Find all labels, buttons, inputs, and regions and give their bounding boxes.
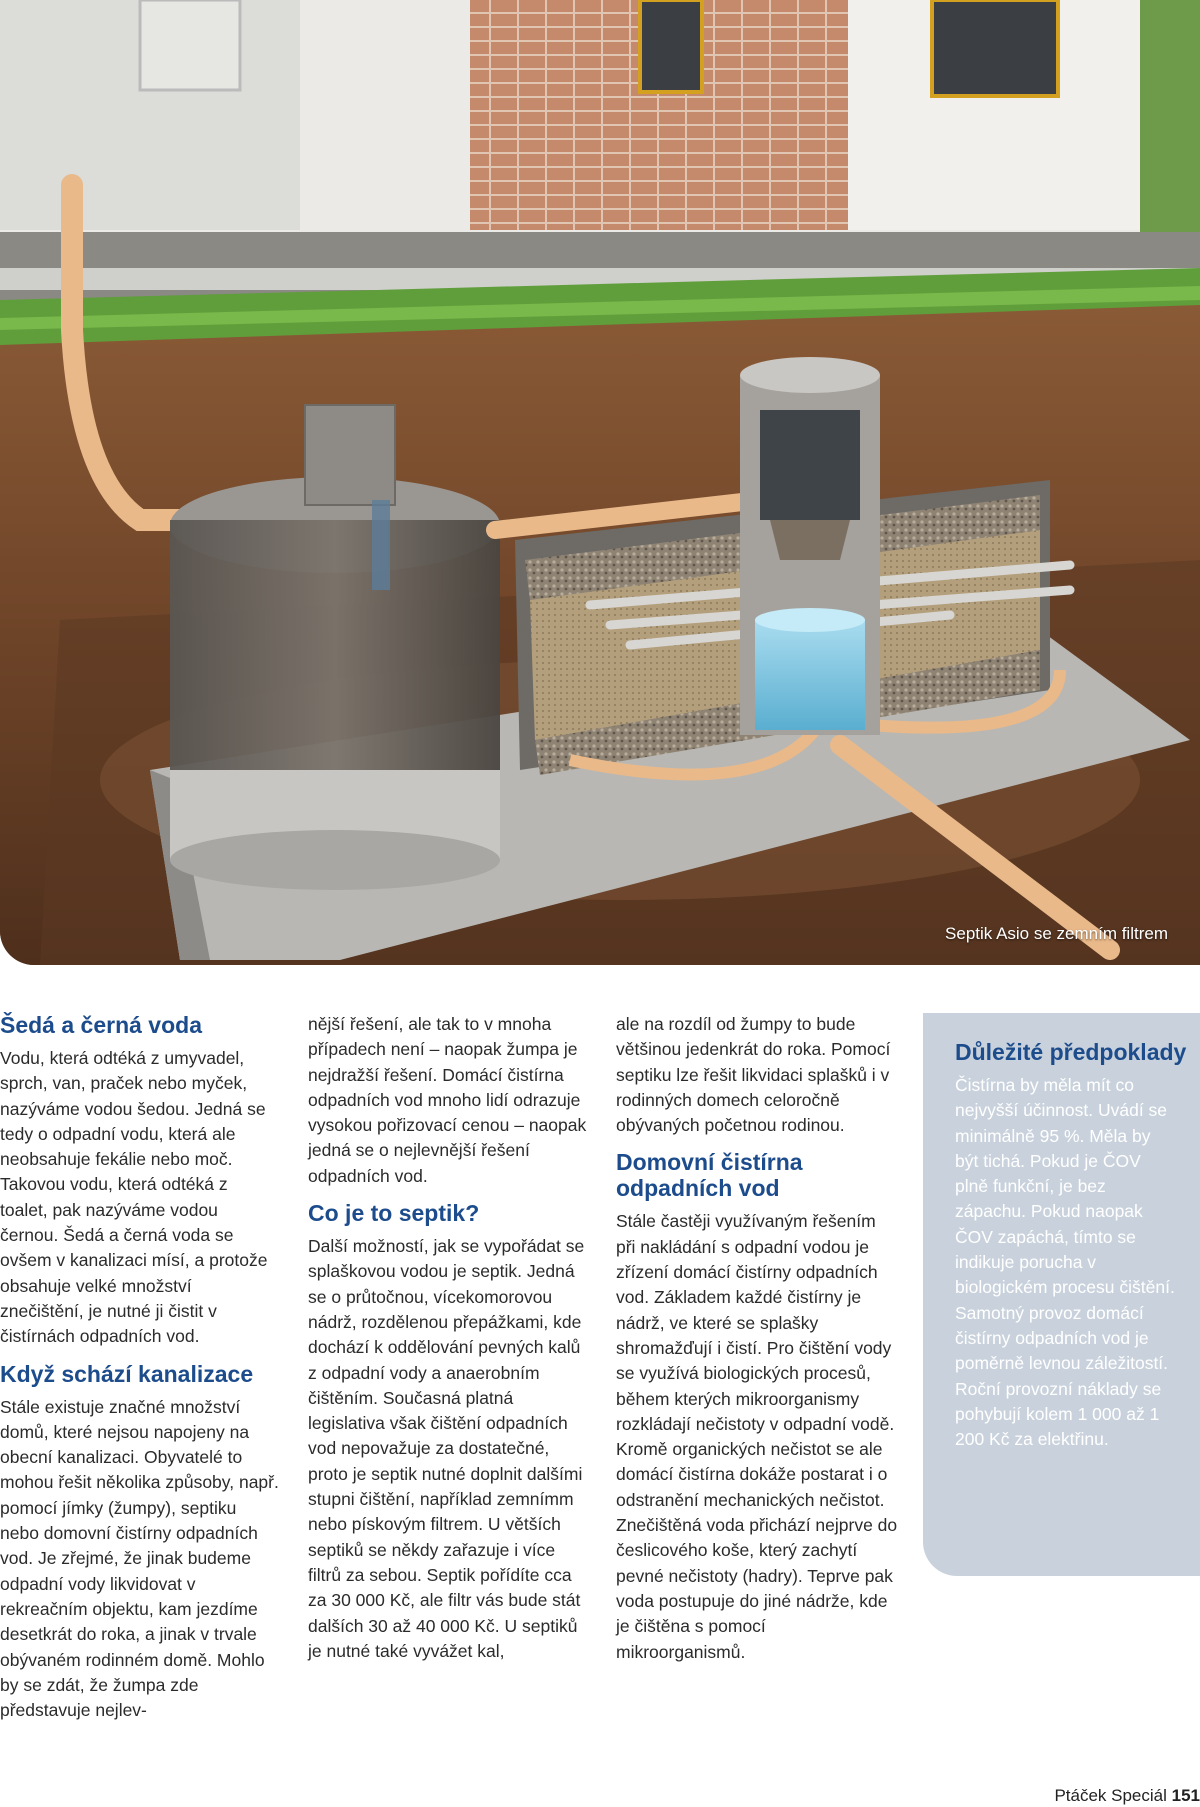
paragraph-no-sewer: Stále existuje značné množství domů, které nejsou napojeny na obecní kanalizaci. Obyvatelé to mohou řešit několika způsoby, např. pomocí jímky (žumpy), septiku nebo domovní čistírny odpadních vod. Je zřejmé, že jinak budeme odpadní vody likvidovat v rekreačním objektu, kam jezdíme desetkrát do roka, a jinak v trvale obývaném rodinném domě. Mohlo by se zdát, že žumpa zde představuje nejlev- bbox=[0, 1396, 279, 1721]
sidebar-title: Důležité předpoklady bbox=[955, 1039, 1187, 1065]
paragraph-septic-continued: ale na rozdíl od žumpy to bude většinou jedenkrát do roka. Pomocí septiku lze řešit likvidaci splašků i v rodinných domech celoročně obývaných početnou rodinou. bbox=[616, 1014, 891, 1136]
publication-name: Ptáček Speciál bbox=[1054, 1786, 1167, 1805]
figure-caption: Septik Asio se zemním filtrem bbox=[945, 924, 1168, 943]
text-column-1 bbox=[0, 1012, 280, 1723]
paragraph-septic-tank: Další možností, jak se vypořádat se splaškovou vodou je septik. Jedná se o průtočnou, vícekomorovou nádrž, rozdělenou přepážkami, kde dochází k oddělování pevných kalů z odpadní vody a anaerobním čištěním. Současná platná legislativa však čištění odpadních vod nepovažuje za dostatečné, proto je septik nutné doplnit dalšími stupni čištění, například zemnímm nebo pískovým filtrem. U větších septiků se někdy zařazuje i více filtrů za sebou. Septik pořídíte cca za 30 000 Kč, ale filtr vás bude stát dalších 30 až 40 000 Kč. U septiků je nutné také vyvážet kal, bbox=[308, 1236, 585, 1661]
page-footer bbox=[1054, 1786, 1200, 1806]
heading-no-sewer: Když schází kanalizace bbox=[0, 1360, 254, 1387]
heading-grey-black-water: Šedá a černá voda bbox=[0, 1012, 202, 1038]
paragraph-cheapest-solution: nější řešení, ale tak to v mnoha případech není – naopak žumpa je nejdražší řešení. Domácí čistírna odpadních vod mnoho lidí odrazuje vysokou pořizovací cenou – naopak jedná se o nejlevnější řešení odpadních vod. bbox=[308, 1014, 587, 1186]
heading-septic-tank: Co je to septik? bbox=[308, 1200, 480, 1227]
page-number: 151 bbox=[1171, 1786, 1200, 1805]
sidebar-text: Čistírna by měla mít co nejvyšší účinnost. Uvádí se minimálně 95 %. Měla by být tichá. Pokud je ČOV plně funkční, je bez zápachu. Pokud naopak ČOV zapáchá, tímto se indikuje porucha v biologickém procesu čištění. Samotný provoz domácí čistírny odpadních vod je poměrně levnou záležitostí. Roční provozní náklady se pohybují kolem 1 000 až 1 200 Kč za elektřinu. bbox=[955, 1075, 1175, 1450]
sidebar-box-prerequisites bbox=[923, 1013, 1200, 1576]
heading-home-treatment-plant: Domovní čistírna odpadních vod bbox=[616, 1149, 803, 1202]
text-column-3 bbox=[616, 1012, 898, 1665]
text-column-2 bbox=[308, 1012, 590, 1664]
paragraph-home-treatment-plant: Stále častěji využívaným řešením při nakládání s odpadní vodou je zřízení domácí čistírny odpadních vod. Základem každé čistírny je nádrž, ve které se splašky shromažďují i čistí. Pro čištění vody se využívá biologických procesů, během kterých mikroorganismy rozkládají nečistoty v odpadní vodě. Kromě organických nečistot se ale domácí čistírna dokáže postarat i o odstranění mechanických nečistot. Znečištěná voda přichází nejprve do česlicového koše, který zachytí pevné nečistoty (hadry). Teprve pak voda postupuje do jiné nádrže, kde je čištěna s pomocí mikroorganismů. bbox=[616, 1211, 898, 1662]
paragraph-grey-black-water: Vodu, která odtéká z umyvadel, sprch, van, praček nebo myček, nazýváme vodou šedou. Jedná se tedy o odpadní vodu, která ale neobsahuje fekálie nebo moč. Takovou vodu, která odtéká z toalet, pak nazýváme vodou černou. Šedá a černá voda se ovšem v kanalizaci mísí, a protože obsahuje velké množství znečištění, je nutné ji čistit v čistírnách odpadních vod. bbox=[0, 1048, 268, 1347]
